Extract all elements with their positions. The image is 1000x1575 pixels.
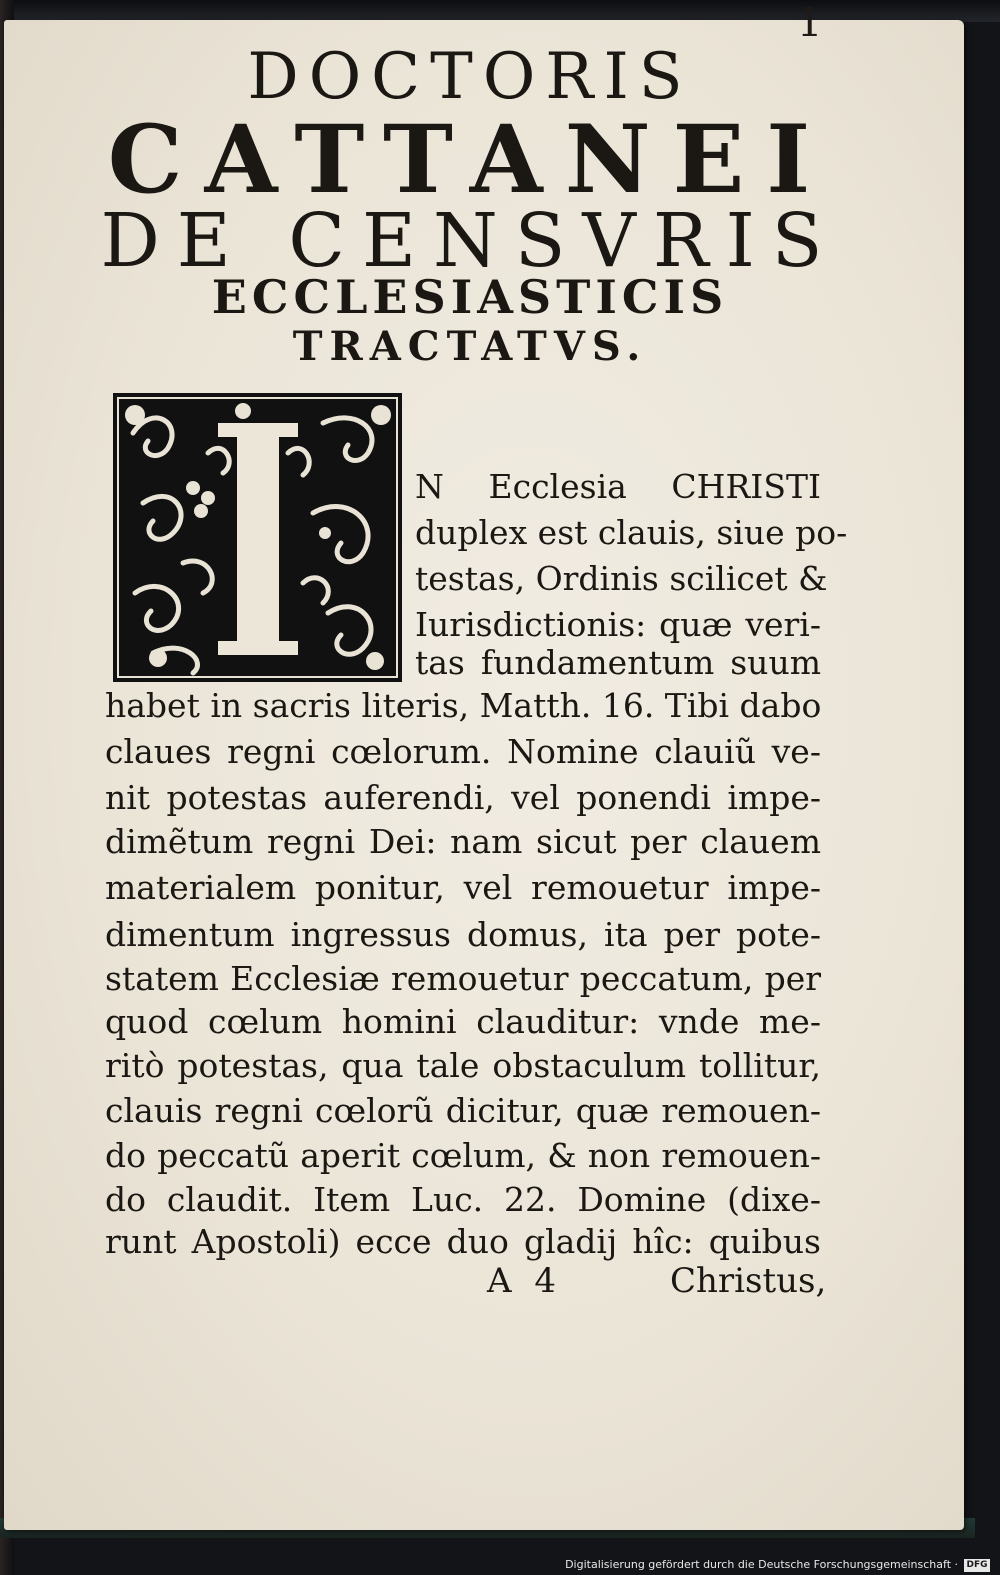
- decorated-initial-i: [113, 393, 402, 682]
- initial-stem: [237, 427, 279, 649]
- catchword: Christus,: [670, 1261, 827, 1301]
- title-line-5: TRACTATVS.: [292, 323, 648, 370]
- text-line-13: quod cœlum homini clauditur: vnde me-: [105, 1002, 821, 1041]
- title-line-2: CATTANEI: [107, 105, 833, 215]
- initial-serif-bottom: [218, 641, 298, 655]
- text-line-4: Iurisdictionis: quæ veri-: [415, 605, 821, 644]
- text-line-15: clauis regni cœlorũ dicitur, quæ remouen-: [105, 1091, 821, 1130]
- dfg-logo: DFG: [964, 1559, 990, 1572]
- corner-mark: 1: [797, 0, 823, 46]
- text-line-18: runt Apostoli) ecce duo gladij hîc: quibus: [105, 1222, 821, 1261]
- text-line-1: N Ecclesia CHRISTI: [415, 467, 821, 506]
- text-line-11: dimentum ingressus domus, ita per pote-: [105, 915, 821, 954]
- initial-serif-top: [218, 423, 298, 437]
- text-line-12: statem Ecclesiæ remouetur peccatum, per: [105, 959, 821, 998]
- title-line-3: DE CENSVRIS: [100, 198, 840, 284]
- text-line-16: do peccatũ aperit cœlum, & non remouen-: [105, 1136, 821, 1175]
- text-line-5: tas fundamentum suum: [415, 643, 821, 682]
- text-line-17: do claudit. Item Luc. 22. Domine (dixe-: [105, 1180, 821, 1219]
- text-line-10: materialem ponitur, vel remouetur impe-: [105, 868, 821, 907]
- text-line-14: ritò potestas, qua tale obstaculum tollitur,: [105, 1046, 821, 1085]
- text-line-6: habet in sacris literis, Matth. 16. Tibi dabo: [105, 686, 822, 725]
- digitization-credit: Digitalisierung gefördert durch die Deutsche Forschungsgemeinschaft ·: [565, 1558, 958, 1571]
- binding-top: [0, 0, 1000, 22]
- title-line-1: DOCTORIS: [247, 40, 693, 114]
- text-line-8: nit potestas auferendi, vel ponendi impe-: [105, 778, 821, 817]
- signature-mark: A 4: [487, 1261, 562, 1301]
- text-line-7: claues regni cœlorum. Nomine clauiũ ve-: [105, 732, 821, 771]
- title-line-4: ECCLESIASTICIS: [211, 270, 729, 324]
- text-line-2: duplex est clauis, siue po-: [415, 513, 848, 552]
- text-line-3: testas, Ordinis scilicet &: [415, 559, 828, 598]
- text-line-9: dimẽtum regni Dei: nam sicut per clauem: [105, 822, 821, 861]
